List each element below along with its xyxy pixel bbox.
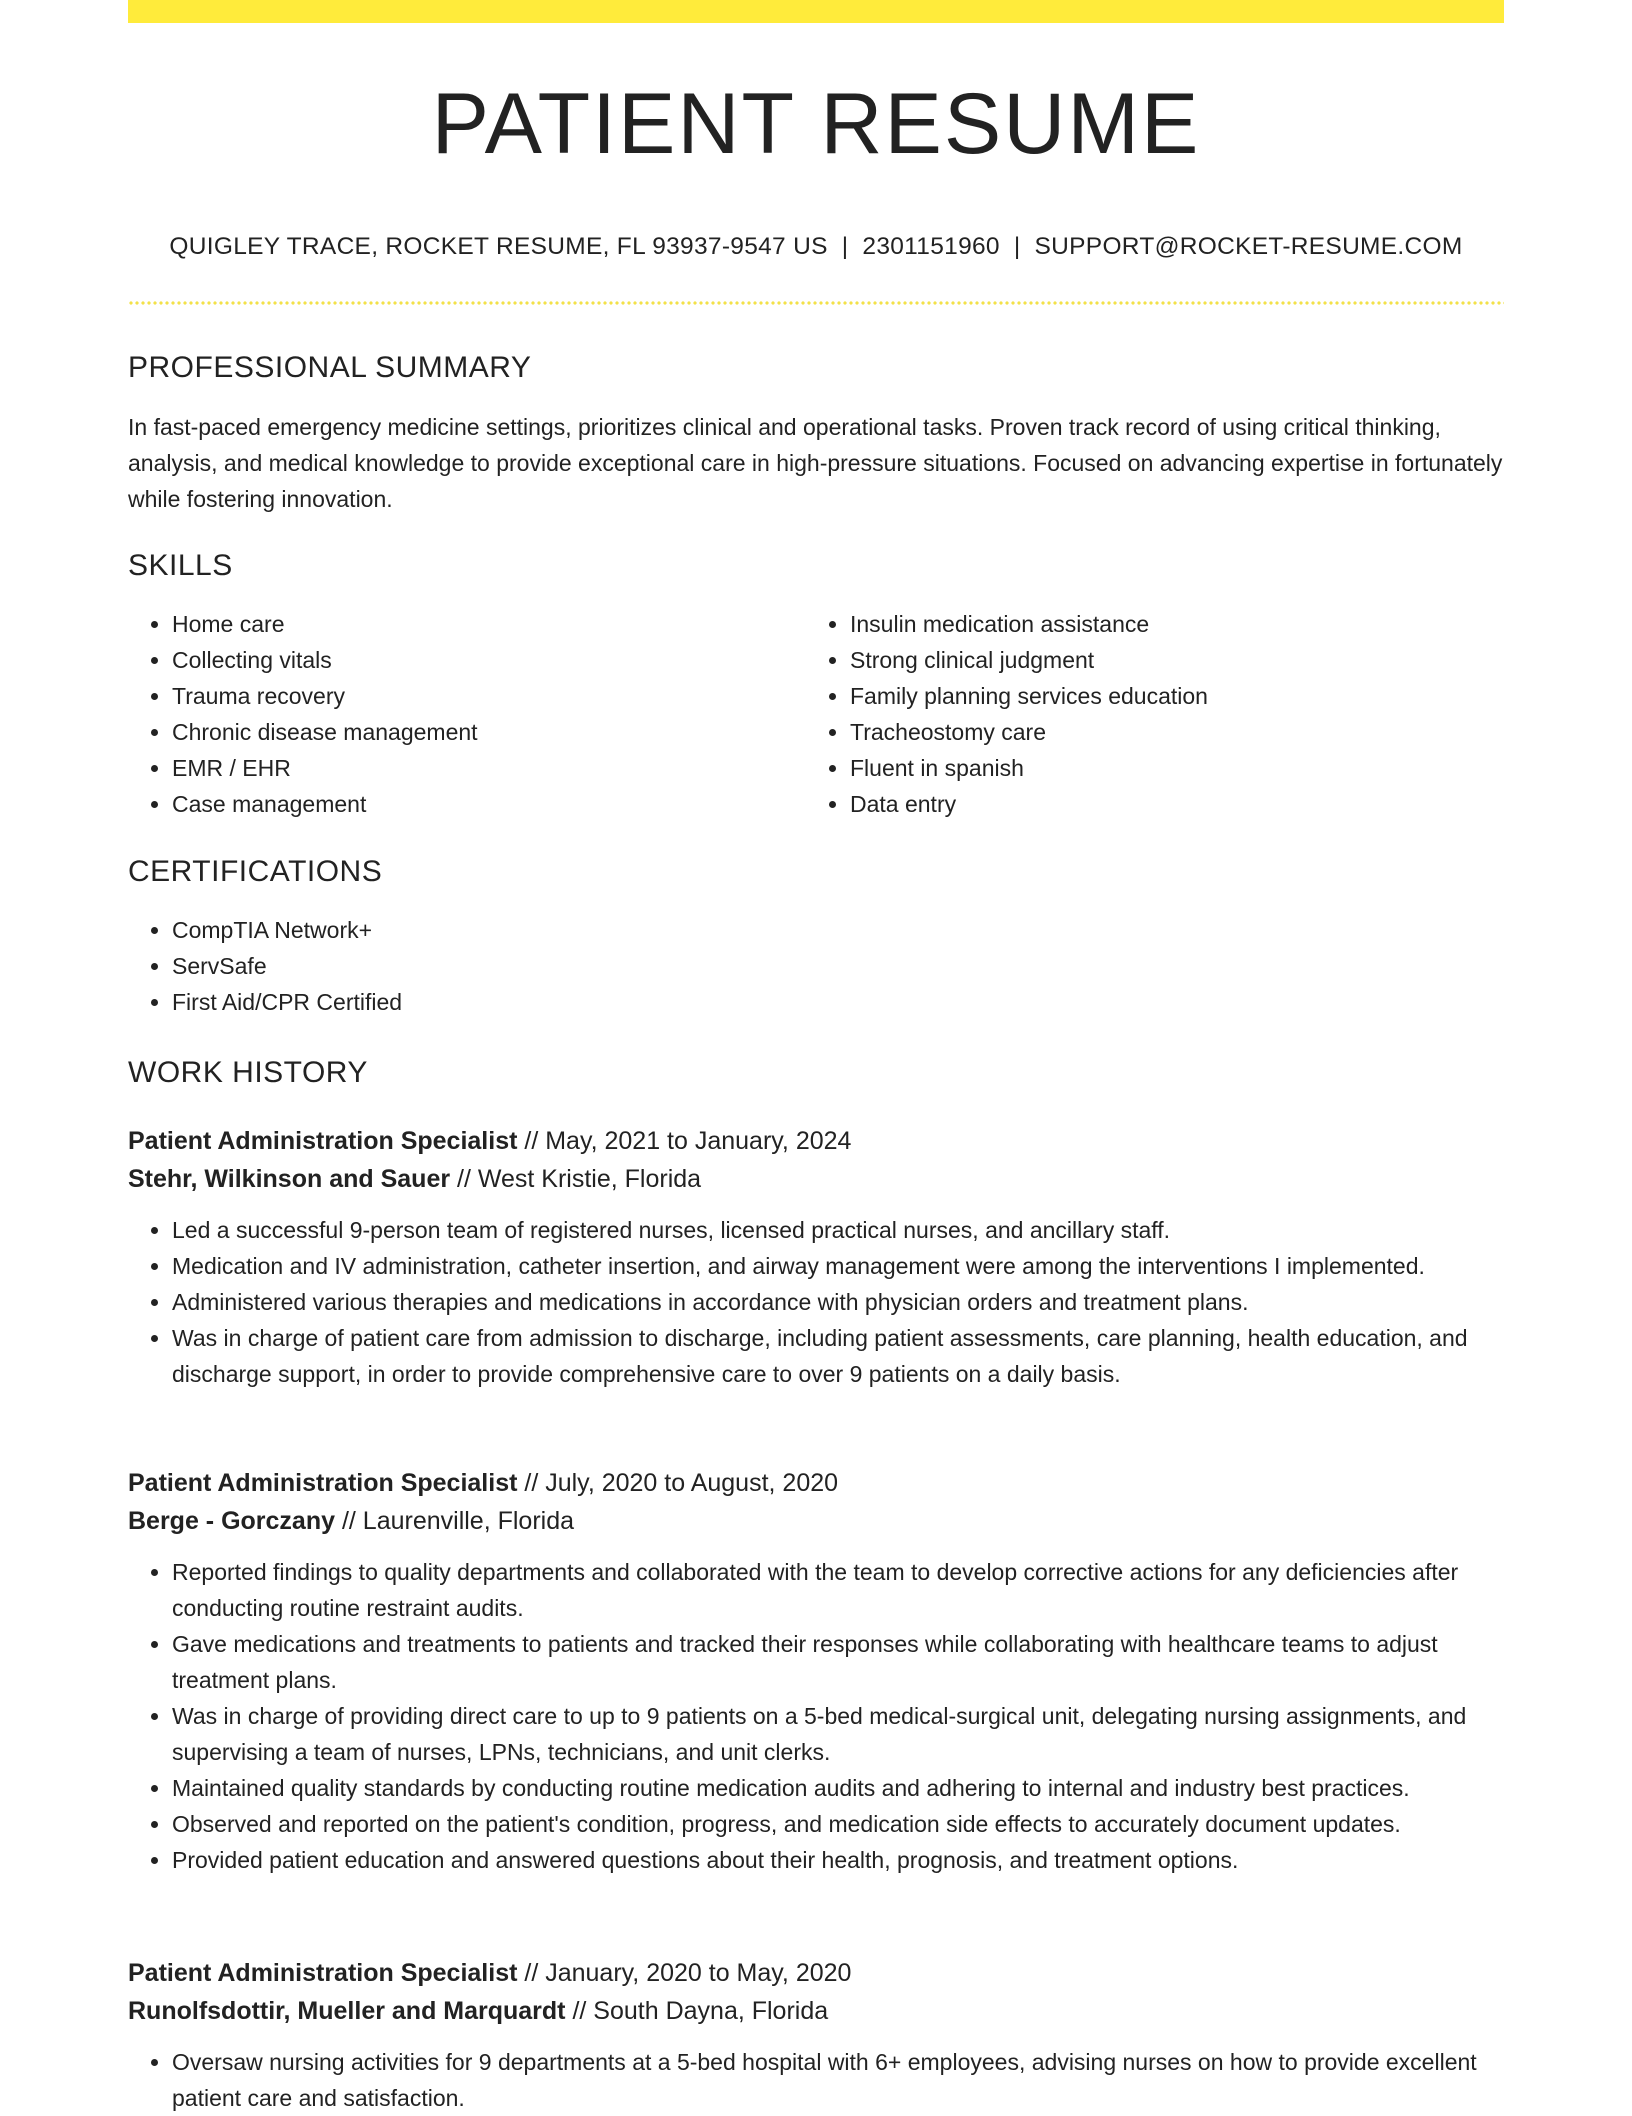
contact-separator: | xyxy=(1013,233,1021,260)
dotted-divider xyxy=(128,301,1504,305)
job-bullet: • Reported findings to quality departments and collaborated with the team to develop corrective actions for any deficiencies after conducting routine restraint audits. xyxy=(172,1554,1504,1626)
job-location: // South Dayna, Florida xyxy=(565,1997,829,2025)
skill-item: • Insulin medication assistance xyxy=(850,606,1484,642)
job-bullet: • Provided patient education and answered questions about their health, prognosis, and treatment options. xyxy=(172,1842,1504,1878)
certifications-list xyxy=(128,912,1504,1020)
job-bullet: • Was in charge of providing direct care to up to 9 patients on a 5-bed medical-surgical unit, delegating nursing assignments, and supervising a team of nurses, LPNs, technicians, and unit clerks. xyxy=(172,1698,1504,1770)
job-bullet: • Led a successful 9-person team of registered nurses, licensed practical nurses, and ancillary staff. xyxy=(172,1212,1504,1248)
skill-item: • Case management xyxy=(172,786,806,822)
contact-address: QUIGLEY TRACE, ROCKET RESUME, FL 93937-9547 US xyxy=(169,233,828,260)
skill-item: • Strong clinical judgment xyxy=(850,642,1484,678)
job-bullet: • Gave medications and treatments to patients and tracked their responses while collaborating with healthcare teams to adjust treatment plans. xyxy=(172,1626,1504,1698)
certification-item: • CompTIA Network+ xyxy=(172,912,1504,948)
job-company: Runolfsdottir, Mueller and Marquardt xyxy=(128,1997,566,2025)
summary-text: In fast-paced emergency medicine settings, prioritizes clinical and operational tasks. Proven track record of using critical thinking, analysis, and medical knowledge to provide exceptional care in high-pressure situations. Focused on advancing expertise in fortunately while fostering innovation. xyxy=(128,414,1503,512)
page-title: PATIENT RESUME xyxy=(431,76,1201,172)
job-title-line xyxy=(128,1464,1504,1502)
certifications-section xyxy=(128,855,1504,1020)
skill-item: • Data entry xyxy=(850,786,1484,822)
job-bullet: • Was in charge of patient care from admission to discharge, including patient assessments, care planning, health education, and discharge support, in order to provide comprehensive care to over 9 patients on a daily basis. xyxy=(172,1320,1504,1392)
job-company-line xyxy=(128,1992,1504,2030)
summary-section xyxy=(128,351,1504,517)
job-title-line xyxy=(128,1122,1504,1160)
job-bullet: • Oversaw nursing activities for 9 departments at a 5-bed hospital with 6+ employees, advising nurses on how to provide excellent patient care and satisfaction. xyxy=(172,2044,1504,2116)
contact-separator: | xyxy=(841,233,849,260)
certification-item: • First Aid/CPR Certified xyxy=(172,984,1504,1020)
skill-item: • Fluent in spanish xyxy=(850,750,1484,786)
job-company: Stehr, Wilkinson and Sauer xyxy=(128,1165,451,1193)
skill-item: • Chronic disease management xyxy=(172,714,806,750)
job-dates: // January, 2020 to May, 2020 xyxy=(517,1959,852,1987)
skills-list-right xyxy=(806,606,1484,822)
skill-item: • Trauma recovery xyxy=(172,678,806,714)
job-entry xyxy=(128,1464,1504,1878)
job-bullet: • Administered various therapies and medications in accordance with physician orders and treatment plans. xyxy=(172,1284,1504,1320)
job-bullet: • Maintained quality standards by conducting routine medication audits and adhering to internal and industry best practices. xyxy=(172,1770,1504,1806)
skill-item: • Tracheostomy care xyxy=(850,714,1484,750)
job-bullets xyxy=(128,2044,1504,2116)
job-bullet: • Medication and IV administration, catheter insertion, and airway management were among the interventions I implemented. xyxy=(172,1248,1504,1284)
skill-item: • EMR / EHR xyxy=(172,750,806,786)
skills-columns xyxy=(128,606,1504,822)
job-company: Berge - Gorczany xyxy=(128,1507,336,1535)
job-title: Patient Administration Specialist xyxy=(128,1959,518,1987)
job-location: // West Kristie, Florida xyxy=(450,1165,702,1193)
job-bullet: • Observed and reported on the patient's condition, progress, and medication side effects to accurately document updates. xyxy=(172,1806,1504,1842)
job-entry xyxy=(128,1954,1504,2116)
job-dates: // July, 2020 to August, 2020 xyxy=(517,1469,839,1497)
skill-item: • Collecting vitals xyxy=(172,642,806,678)
skills-section xyxy=(128,549,1504,822)
certification-item: • ServSafe xyxy=(172,948,1504,984)
job-entry xyxy=(128,1122,1504,1392)
certifications-heading: CERTIFICATIONS xyxy=(128,855,383,888)
job-location: // Laurenville, Florida xyxy=(335,1507,575,1535)
work-section xyxy=(128,1056,1504,1090)
top-accent-bar xyxy=(128,0,1504,23)
skills-heading: SKILLS xyxy=(128,549,233,582)
contact-line xyxy=(128,233,1504,261)
skills-list-left xyxy=(128,606,806,822)
contact-phone: 2301151960 xyxy=(862,233,1000,260)
job-title: Patient Administration Specialist xyxy=(128,1469,518,1497)
summary-heading: PROFESSIONAL SUMMARY xyxy=(128,351,532,384)
job-company-line xyxy=(128,1160,1504,1198)
job-bullets xyxy=(128,1212,1504,1392)
resume-page xyxy=(128,0,1504,305)
skill-item: • Family planning services education xyxy=(850,678,1484,714)
skill-item: • Home care xyxy=(172,606,806,642)
work-heading: WORK HISTORY xyxy=(128,1056,368,1089)
job-title-line xyxy=(128,1954,1504,1992)
contact-email[interactable]: SUPPORT@ROCKET-RESUME.COM xyxy=(1034,233,1463,260)
job-company-line xyxy=(128,1502,1504,1540)
job-dates: // May, 2021 to January, 2024 xyxy=(517,1127,852,1155)
job-bullets xyxy=(128,1554,1504,1878)
job-title: Patient Administration Specialist xyxy=(128,1127,518,1155)
